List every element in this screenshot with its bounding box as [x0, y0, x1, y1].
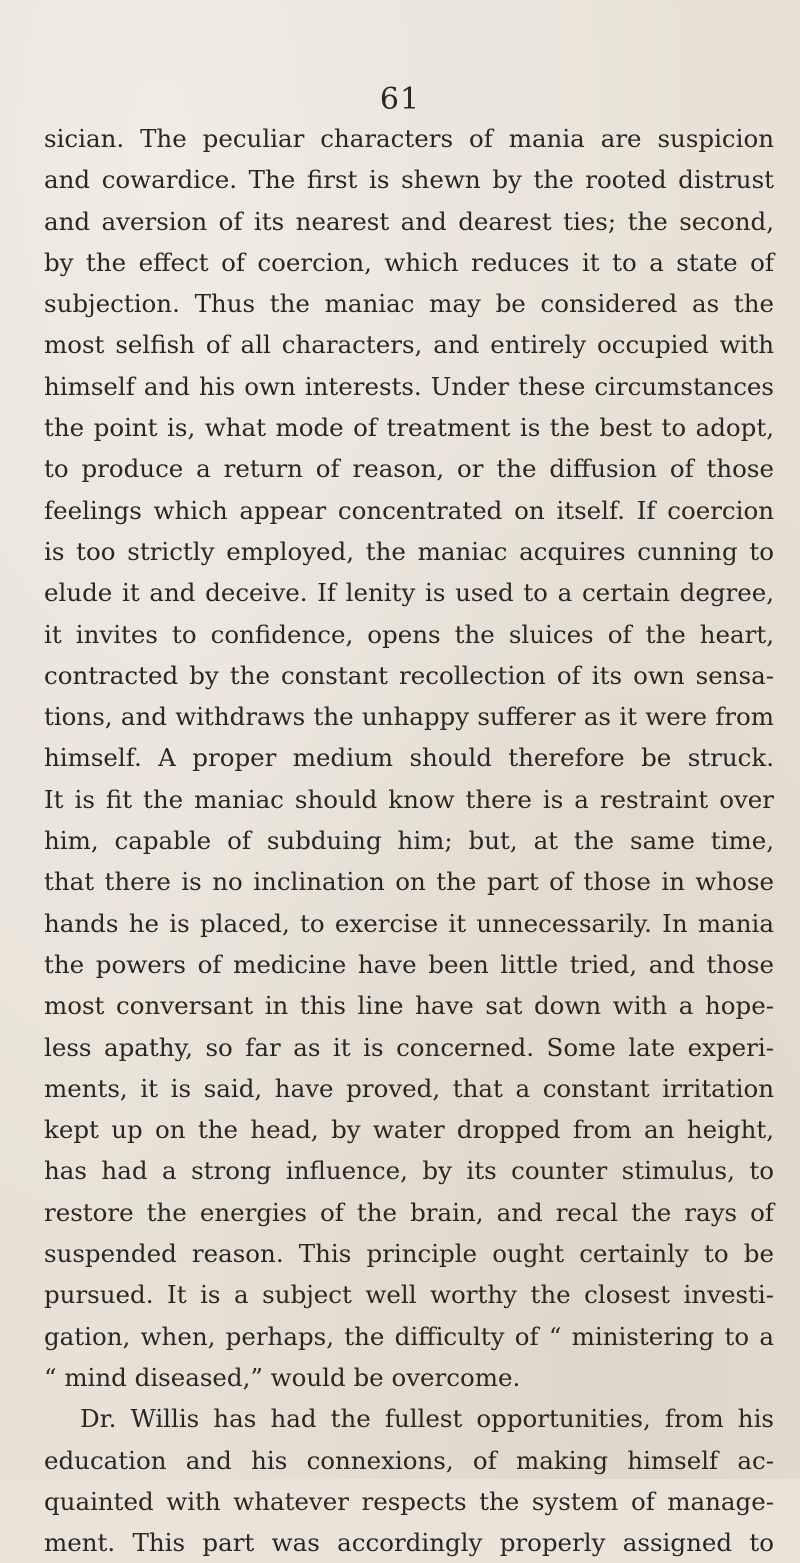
text-line: that there is no inclination on the part of those in whose — [44, 867, 774, 897]
paragraph-end-line: “ mind diseased,” would be overcome. — [44, 1362, 521, 1392]
text-line: ment. This part was accordingly properly assigned to — [44, 1528, 774, 1558]
text-line: most selfish of all characters, and entirely occupied with — [44, 330, 774, 360]
text-line: suspended reason. This principle ought certainly to be — [44, 1239, 774, 1269]
text-line: it invites to confidence, opens the sluices of the heart, — [44, 619, 774, 649]
text-line: has had a strong influence, by its counter stimulus, to — [44, 1156, 774, 1186]
text-line: ments, it is said, have proved, that a constant irritation — [44, 1073, 774, 1103]
text-line: and cowardice. The first is shewn by the rooted distrust — [44, 165, 774, 195]
text-line: by the effect of coercion, which reduces it to a state of — [44, 247, 774, 277]
text-line: hands he is placed, to exercise it unnecessarily. In mania — [44, 908, 774, 938]
text-line: less apathy, so far as it is concerned. Some late experi- — [44, 1032, 774, 1062]
text-line: the powers of medicine have been little tried, and those — [44, 949, 774, 979]
text-line: most conversant in this line have sat down with a hope- — [44, 991, 774, 1021]
text-line: subjection. Thus the maniac may be considered as the — [44, 289, 774, 319]
text-line: education and his connexions, of making himself ac- — [44, 1445, 774, 1475]
text-line: himself and his own interests. Under these circumstances — [44, 371, 774, 401]
text-line: pursued. It is a subject well worthy the closest investi- — [44, 1280, 774, 1310]
text-line: It is fit the maniac should know there is a restraint over — [44, 784, 774, 814]
page-number: 61 — [379, 82, 421, 117]
text-line: restore the energies of the brain, and recal the rays of — [44, 1197, 774, 1227]
body-text — [44, 118, 774, 1563]
text-line: sician. The peculiar characters of mania are suspicion — [44, 124, 774, 153]
text-line: is too strictly employed, the maniac acquires cunning to — [44, 536, 774, 566]
text-line: the point is, what mode of treatment is the best to adopt, — [44, 413, 774, 443]
text-line: tions, and withdraws the unhappy sufferer as it were from — [44, 702, 774, 732]
paragraph-start-line: Dr. Willis has had the fullest opportunities, from his — [80, 1404, 774, 1434]
text-line: kept up on the head, by water dropped from an height, — [44, 1115, 774, 1145]
text-line: elude it and deceive. If lenity is used to a certain degree, — [44, 578, 774, 608]
text-line: feelings which appear concentrated on itself. If coercion — [44, 495, 774, 525]
text-line: and aversion of its nearest and dearest ties; the second, — [44, 206, 774, 236]
text-line: quainted with whatever respects the system of manage- — [44, 1486, 774, 1516]
text-line: contracted by the constant recollection of its own sensa- — [44, 660, 774, 690]
text-line: himself. A proper medium should therefore be struck. — [44, 743, 774, 773]
text-line: to produce a return of reason, or the diffusion of those — [44, 454, 774, 484]
text-line: gation, when, perhaps, the difficulty of “ ministering to a — [44, 1321, 774, 1351]
text-line: him, capable of subduing him; but, at the same time, — [44, 826, 774, 856]
